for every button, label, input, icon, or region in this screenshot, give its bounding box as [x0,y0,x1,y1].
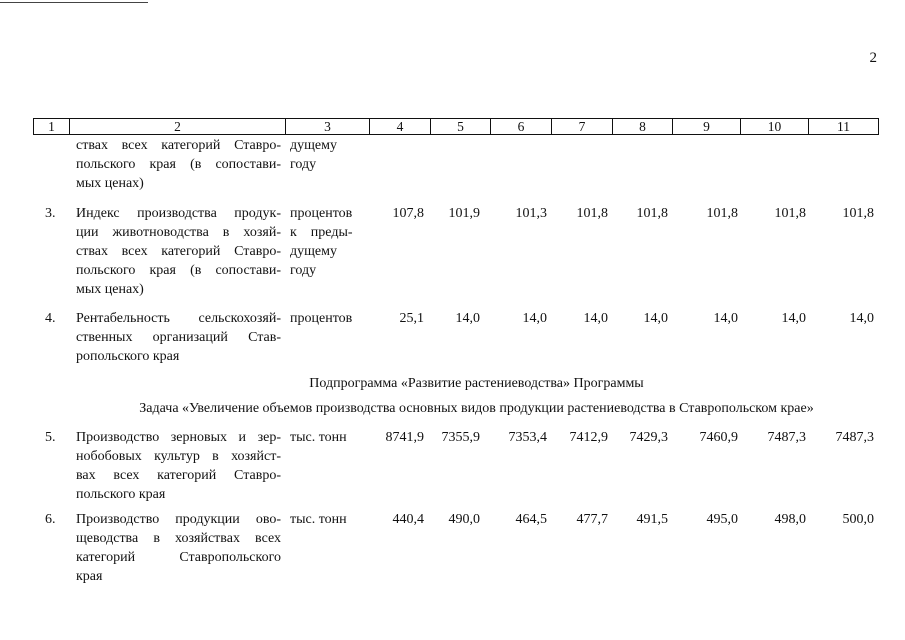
value-cell: 14,0 [713,311,738,326]
column-header: 2 [70,119,286,134]
column-header: 1 [34,119,70,134]
value-cell: 14,0 [849,311,874,326]
unit: процентов к преды- дущему году [290,206,353,278]
unit: процентов [290,311,353,326]
column-header: 3 [286,119,370,134]
indicator-name: Индекс производства продук- ции животноводства в хозяй- ствах всех категорий Ставро- польского края (в сопостави- мых ценах) [76,206,281,297]
value-cell: 7487,3 [767,430,806,445]
row-number: 3. [45,206,56,221]
value-cell: 25,1 [399,311,424,326]
value-cell: 101,8 [842,206,874,221]
value-cell: 7355,9 [441,430,480,445]
value-cell: 101,8 [636,206,668,221]
value-cell: 495,0 [706,512,738,527]
value-cell: 8741,9 [385,430,424,445]
value-cell: 101,8 [706,206,738,221]
value-cell: 101,9 [448,206,480,221]
indicator-name: Производство зерновых и зер- нобобовых культур в хозяйст- вах всех категорий Ставро- польского края [76,430,281,502]
subprogram-title: Подпрограмма «Развитие растениеводства» Программы [309,376,644,391]
value-cell: 440,4 [392,512,424,527]
value-cell: 477,7 [576,512,608,527]
value-cell: 14,0 [781,311,806,326]
value-cell: 14,0 [455,311,480,326]
page-number: 2 [869,50,877,66]
row-number: 4. [45,311,56,326]
value-cell: 14,0 [583,311,608,326]
value-cell: 14,0 [522,311,547,326]
column-header: 9 [673,119,741,134]
value-cell: 7353,4 [508,430,547,445]
column-header: 6 [491,119,552,134]
value-cell: 7487,3 [835,430,874,445]
task-title: Задача «Увеличение объемов производства основных видов продукции растениеводства в Ставропольском крае» [139,401,814,416]
unit: тыс. тонн [290,430,347,445]
column-header: 5 [431,119,491,134]
value-cell: 500,0 [842,512,874,527]
indicator-name: ствах всех категорий Ставро- польского края (в сопостави- мых ценах) [76,138,281,191]
value-cell: 14,0 [643,311,668,326]
unit: дущему году [290,138,337,172]
column-header: 4 [370,119,431,134]
value-cell: 464,5 [515,512,547,527]
top-rule [0,2,148,3]
indicator-name: Рентабельность сельскохозяй- ственных организаций Став- ропольского края [76,311,281,364]
column-header-row [33,118,879,135]
unit: тыс. тонн [290,512,347,527]
row-number: 5. [45,430,56,445]
value-cell: 498,0 [774,512,806,527]
value-cell: 491,5 [636,512,668,527]
value-cell: 7429,3 [629,430,668,445]
indicator-name: Производство продукции ово- щеводства в хозяйствах всех категорий Ставропольского края [76,512,281,584]
value-cell: 101,8 [576,206,608,221]
column-header: 7 [552,119,613,134]
value-cell: 101,3 [515,206,547,221]
column-header: 10 [741,119,809,134]
row-number: 6. [45,512,56,527]
value-cell: 7460,9 [699,430,738,445]
value-cell: 101,8 [774,206,806,221]
value-cell: 107,8 [392,206,424,221]
column-header: 11 [837,119,850,134]
value-cell: 7412,9 [569,430,608,445]
column-header: 8 [613,119,673,134]
value-cell: 490,0 [448,512,480,527]
